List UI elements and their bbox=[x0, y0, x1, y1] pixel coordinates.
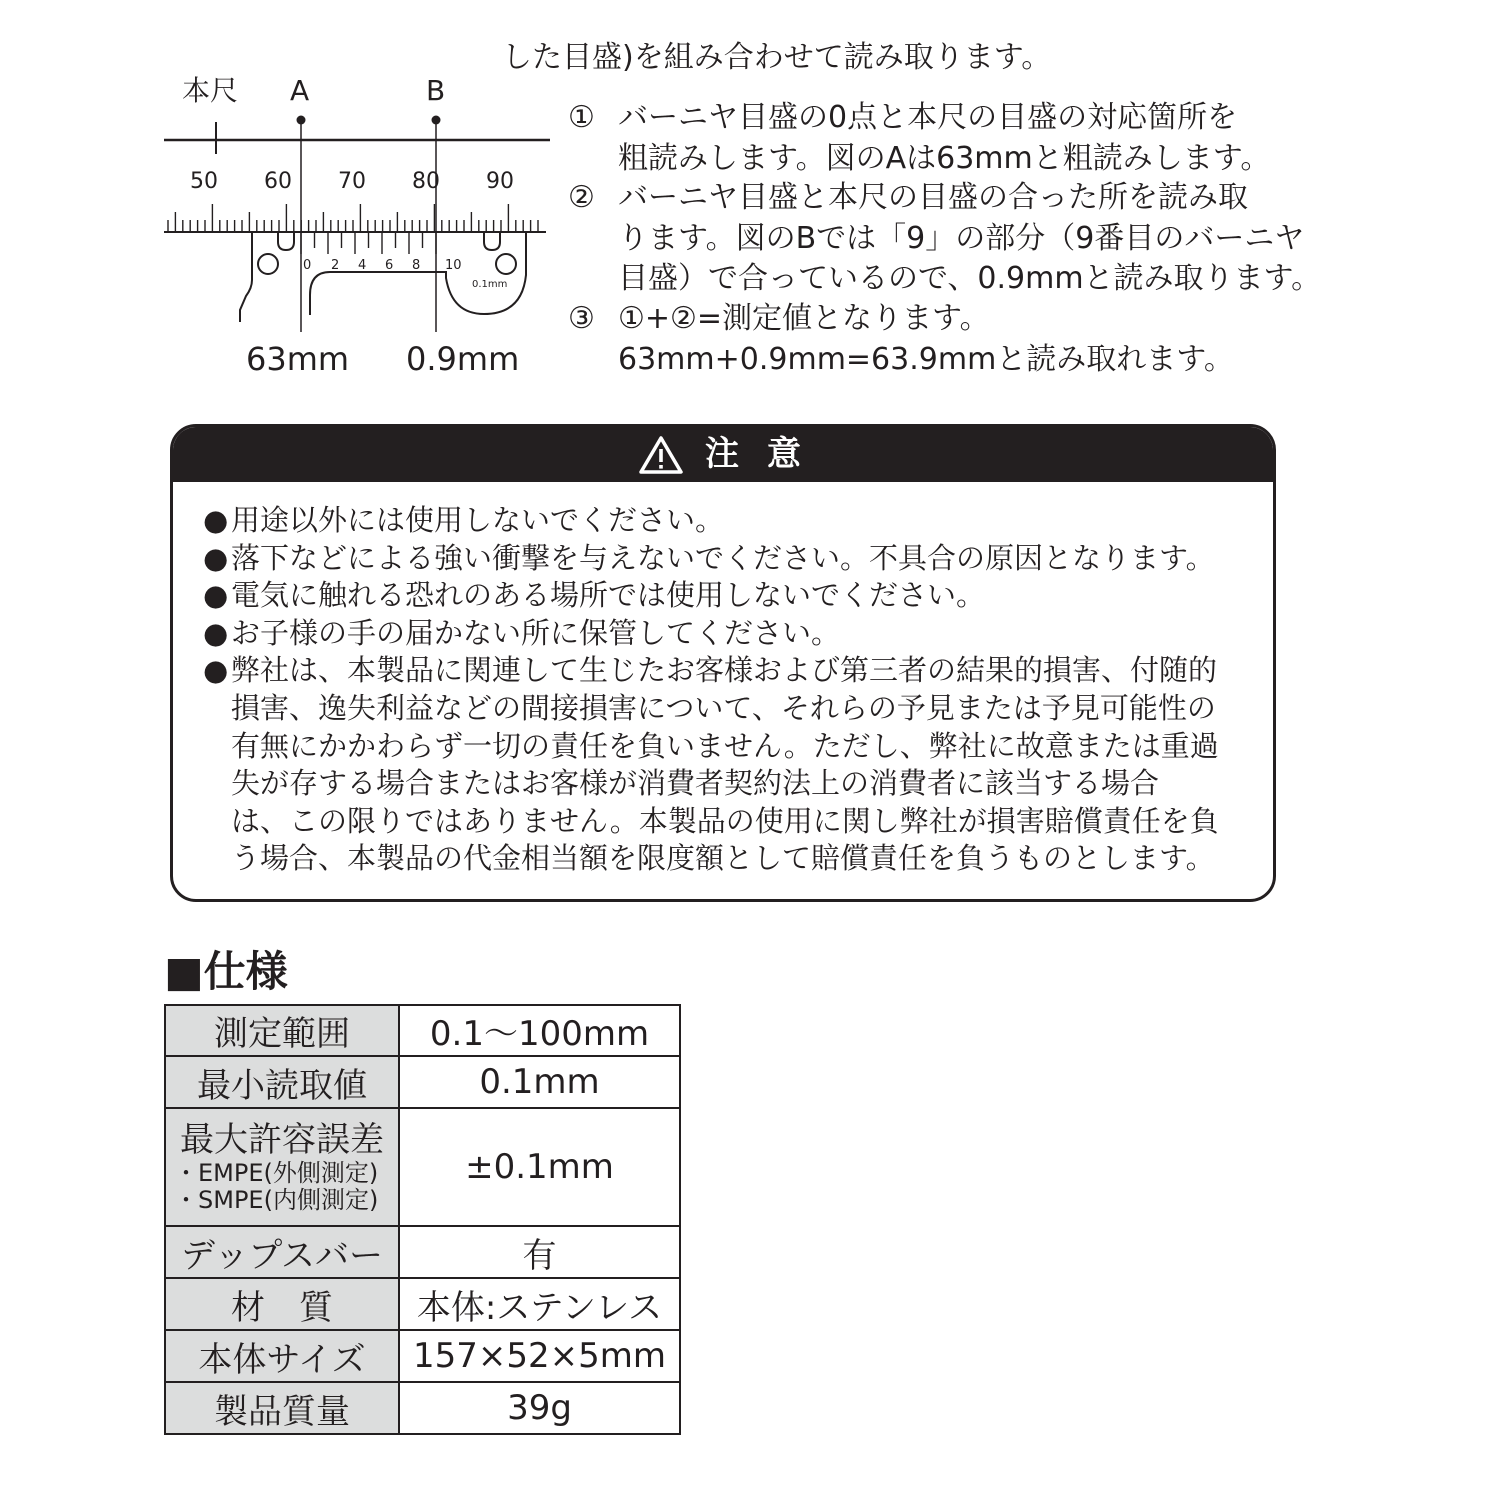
spec-value: 39g bbox=[399, 1382, 680, 1434]
vernier-diagram bbox=[160, 70, 560, 380]
bullet: ● bbox=[203, 578, 229, 613]
step-line: ①+②=測定値となります。 bbox=[618, 301, 990, 336]
spec-key-sub: ・EMPE(外側測定) bbox=[174, 1159, 379, 1187]
spec-value: ±0.1mm bbox=[399, 1108, 680, 1226]
spec-row bbox=[165, 1108, 680, 1226]
caution-text: 電気に触れる恐れのある場所では使用しないでください。 bbox=[231, 578, 986, 613]
caution-text: 弊社は、本製品に関連して生じたお客様および第三者の結果的損害、付随的 bbox=[231, 653, 1218, 688]
step-line: 63mm+0.9mm=63.9mmと読み取れます。 bbox=[618, 341, 1234, 377]
main-tick-label: 50 bbox=[190, 169, 218, 194]
intro-text: した目盛)を組み合わせて読み取ります。 bbox=[502, 40, 1052, 75]
spec-value: 157×52×5mm bbox=[399, 1330, 680, 1382]
caution-header bbox=[173, 427, 1273, 482]
vernier-tick-label: 6 bbox=[385, 258, 394, 273]
point-b-dot bbox=[432, 116, 441, 125]
spec-key: 測定範囲 bbox=[165, 1005, 399, 1056]
caution-item bbox=[203, 502, 724, 540]
step-line: ります。図のBでは「9」の部分（9番目のバーニヤ bbox=[618, 220, 1305, 256]
caution-title: 注意 bbox=[705, 434, 829, 474]
spec-key: 材 質 bbox=[165, 1278, 399, 1330]
caution-box bbox=[170, 424, 1276, 902]
spec-table bbox=[164, 1004, 681, 1435]
step-line: 目盛）で合っているので、0.9mmと読み取ります。 bbox=[618, 261, 1322, 296]
spec-row bbox=[165, 1382, 680, 1434]
spec-row bbox=[165, 1330, 680, 1382]
caution-text: 落下などによる強い衝撃を与えないでください。不具合の原因となります。 bbox=[231, 540, 1215, 575]
spec-row bbox=[165, 1278, 680, 1330]
step-number: ① bbox=[568, 100, 595, 135]
step-number: ② bbox=[568, 180, 595, 215]
spec-key-sub: ・SMPE(内側測定) bbox=[174, 1186, 379, 1214]
caution-item bbox=[203, 540, 1215, 578]
vernier-tick-label: 0 bbox=[303, 258, 312, 273]
point-a-label: A bbox=[290, 74, 310, 107]
caution-text-cont: 損害、逸失利益などの間接損害について、それらの予見または予見可能性の bbox=[231, 691, 1216, 725]
spec-key: 製品質量 bbox=[165, 1382, 399, 1434]
main-tick-label: 80 bbox=[412, 169, 440, 194]
spec-key-cell bbox=[165, 1108, 399, 1226]
screw-hole-right bbox=[496, 254, 516, 274]
bullet: ● bbox=[203, 540, 229, 575]
spec-key: 最大許容誤差 bbox=[180, 1120, 384, 1160]
step-line: 粗読みします。図のAは63mmと粗読みします。 bbox=[618, 140, 1271, 176]
main-tick-label: 90 bbox=[486, 169, 514, 194]
point-a-dot bbox=[297, 116, 306, 125]
caution-item bbox=[203, 577, 985, 615]
vernier-tick-label: 2 bbox=[331, 258, 340, 273]
vernier-tick-labels bbox=[303, 258, 462, 273]
main-tick-labels bbox=[190, 169, 514, 194]
point-b-label: B bbox=[426, 74, 446, 107]
vernier-tick-label: 8 bbox=[412, 258, 421, 273]
main-tick-label: 70 bbox=[338, 169, 366, 194]
bullet: ● bbox=[203, 653, 229, 688]
caution-text: 用途以外には使用しないでください。 bbox=[231, 503, 725, 537]
spec-row bbox=[165, 1005, 680, 1056]
main-scale-ticks bbox=[168, 204, 538, 232]
step-number: ③ bbox=[568, 301, 595, 336]
spec-row bbox=[165, 1226, 680, 1278]
reading-b: 0.9mm bbox=[406, 340, 520, 378]
vernier-slider-outline bbox=[240, 232, 526, 322]
caution-text: お子様の手の届かない所に保管してください。 bbox=[231, 615, 841, 650]
slider-notch-left bbox=[278, 232, 294, 250]
caution-item bbox=[203, 615, 840, 653]
spec-value: 0.1mm bbox=[399, 1056, 680, 1108]
slider-notch-right bbox=[484, 232, 500, 250]
reading-a: 63mm bbox=[246, 340, 350, 378]
step-line: バーニヤ目盛と本尺の目盛の合った所を読み取 bbox=[618, 180, 1248, 215]
spec-row bbox=[165, 1056, 680, 1108]
warning-triangle-icon bbox=[639, 435, 683, 475]
resolution-label: 0.1mm bbox=[472, 279, 508, 290]
screw-hole-left bbox=[258, 254, 278, 274]
vernier-tick-label: 4 bbox=[358, 258, 367, 273]
caution-text-cont: は、この限りではありません。本製品の使用に関し弊社が損害賠償責任を負 bbox=[231, 803, 1219, 838]
main-tick-label: 60 bbox=[264, 169, 292, 194]
spec-value: 本体:ステンレス bbox=[399, 1278, 680, 1330]
bullet: ● bbox=[203, 503, 229, 537]
vernier-tick-label: 10 bbox=[445, 258, 462, 273]
caution-text-cont: 失が存する場合またはお客様が消費者契約法上の消費者に該当する場合 bbox=[231, 766, 1160, 801]
spec-value: 0.1〜100mm bbox=[399, 1005, 680, 1056]
spec-key: 最小読取値 bbox=[165, 1056, 399, 1108]
spec-heading: ■仕様 bbox=[164, 947, 288, 996]
vernier-scale-ticks bbox=[301, 232, 436, 254]
bullet: ● bbox=[203, 615, 229, 650]
spec-key: 本体サイズ bbox=[165, 1330, 399, 1382]
main-scale-label: 本尺 bbox=[182, 74, 239, 107]
caution-text-cont: う場合、本製品の代金相当額を限度額として賠償責任を負うものとします。 bbox=[231, 841, 1215, 876]
caution-item bbox=[203, 652, 1217, 690]
spec-key: デップスバー bbox=[165, 1226, 399, 1278]
spec-value: 有 bbox=[399, 1226, 680, 1278]
caution-text-cont: 有無にかかわらず一切の責任を負いません。ただし、弊社に故意または重過 bbox=[231, 728, 1219, 763]
step-line: バーニヤ目盛の0点と本尺の目盛の対応箇所を bbox=[618, 100, 1238, 135]
